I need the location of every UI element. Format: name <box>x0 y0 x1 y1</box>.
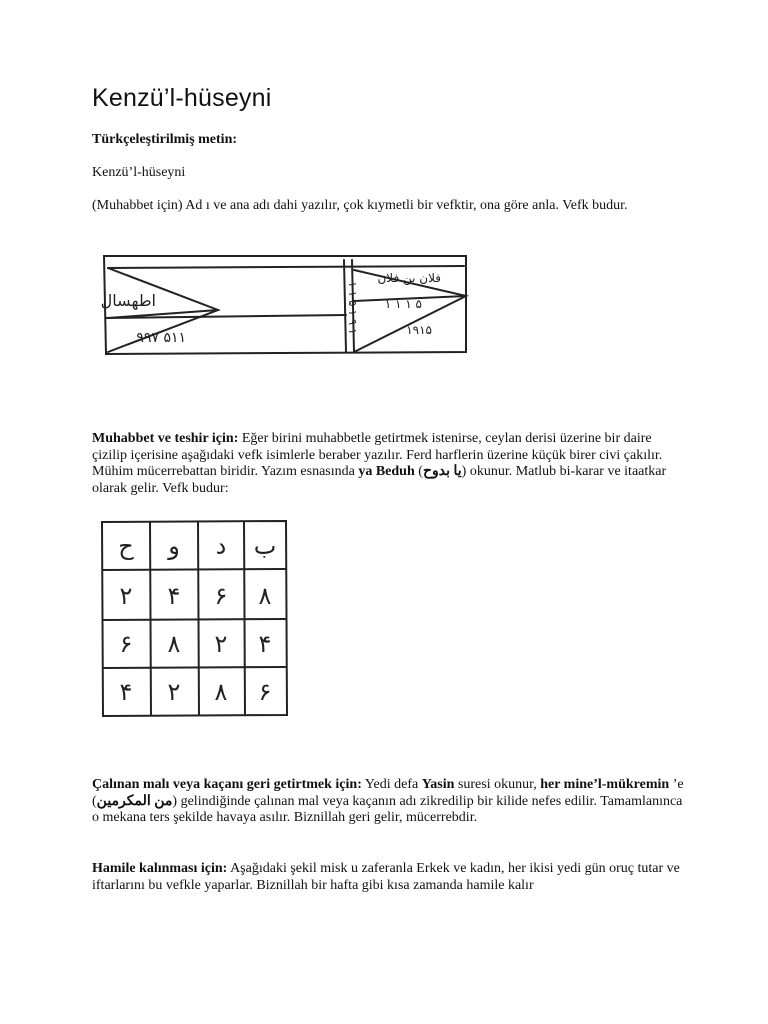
vefk-cell: ح <box>118 532 134 560</box>
heading-repeat: Kenzü’l-hüseyni <box>92 165 186 180</box>
calinan-text-a: Yedi defa <box>361 777 422 792</box>
muhabbet-lead: Muhabbet ve teshir için: <box>92 431 239 446</box>
muhabbet-text-b: ( <box>414 464 423 479</box>
calinan-text-d: ) gelindiğinde çalınan mal veya kaçanın adı zikredilip bir kilide nefes edilir. Tamamlanınca o mekana ters şekilde havaya asılır. Biznillah geri gelir, mücerrebdir. <box>92 793 683 825</box>
vefk-cell: و <box>168 532 180 560</box>
vefk-cell: ۲ <box>167 678 181 706</box>
fig1-right-top: فلان بن فلان <box>377 271 441 285</box>
vefk-cell: ۴ <box>167 582 181 610</box>
fig1-right-column: ۱ ۱ ۵ ۱ ۹ ۱ <box>346 281 359 335</box>
hamile-lead: Hamile kalınması için: <box>92 861 228 876</box>
vefk-cell: ب <box>253 532 277 560</box>
vefk-cell: ۸ <box>258 582 272 610</box>
subtitle: Türkçeleştirilmiş metin: <box>92 132 238 147</box>
vefk-cell: د <box>215 532 227 560</box>
calinan-text-c: ’e ( <box>92 777 684 809</box>
muhabbet-text-c: ) okunur. Matlub bi-karar ve itaatkar olarak gelir. Vefk budur: <box>92 464 667 496</box>
calinan-text-b: suresi okunur, <box>454 777 541 792</box>
vefk-grid-figure-2 <box>98 518 290 720</box>
mine-l-mukremin: her mine’l-mükremin <box>540 777 670 792</box>
paragraph-calinan <box>92 777 684 827</box>
yasin: Yasin <box>421 777 455 792</box>
fig1-right-mid: ۵ ۱ ۱ ۱ <box>384 297 422 311</box>
vefk-cell: ۶ <box>119 630 133 658</box>
hamile-text-a: Aşağıdaki şekil misk u zaferanla Erkek ve kadın, her ikisi yedi gün oruç tutar ve iftarlarını bu vefkle yaparlar. Biznillah bir hafta gibi kısa zamanda hamile kalır <box>92 861 680 893</box>
intro-paragraph: (Muhabbet için) Ad ı ve ana adı dahi yazılır, çok kıymetli bir vefktir, ona göre anla. Vefk budur. <box>92 198 628 213</box>
ya-beduh: ya Beduh <box>358 464 415 479</box>
talisman-figure-1 <box>96 248 472 378</box>
vefk-cell: ۶ <box>214 582 228 610</box>
vefk-cell: ۸ <box>214 678 228 706</box>
fig1-right-bottom: ۱۹۱۵ <box>406 323 432 337</box>
vefk-cell: ۲ <box>119 582 133 610</box>
vefk-cell: ۶ <box>258 678 272 706</box>
vefk-cell: ۲ <box>214 630 228 658</box>
paragraph-hamile <box>92 861 684 894</box>
arabic-ya-beduh: یا بدوح <box>422 464 462 479</box>
vefk-cell: ۴ <box>119 678 133 706</box>
vefk-cell: ۴ <box>258 630 272 658</box>
fig1-left-lower: ۵۱۱ ۹۹۷ <box>136 330 186 346</box>
page-title: Kenzü’l-hüseyni <box>92 84 272 112</box>
fig1-left-upper: اطهسال <box>100 291 156 310</box>
muhabbet-text-a: Eğer birini muhabbetle getirtmek istenirse, ceylan derisi üzerine bir daire çizilip içerisine aşağıdaki vefk isimlerle beraber yazılır. Ferd harflerin üzerine küçük birer civi çakılır. Mühim mücerrebattan biridir. Yazım esnasında <box>92 431 663 479</box>
vefk-cell: ۸ <box>167 630 181 658</box>
calinan-lead: Çalınan malı veya kaçanı geri getirtmek için: <box>92 777 362 792</box>
paragraph-muhabbet <box>92 431 684 497</box>
arabic-min-al-mukramin: من المكرمين <box>96 793 173 809</box>
